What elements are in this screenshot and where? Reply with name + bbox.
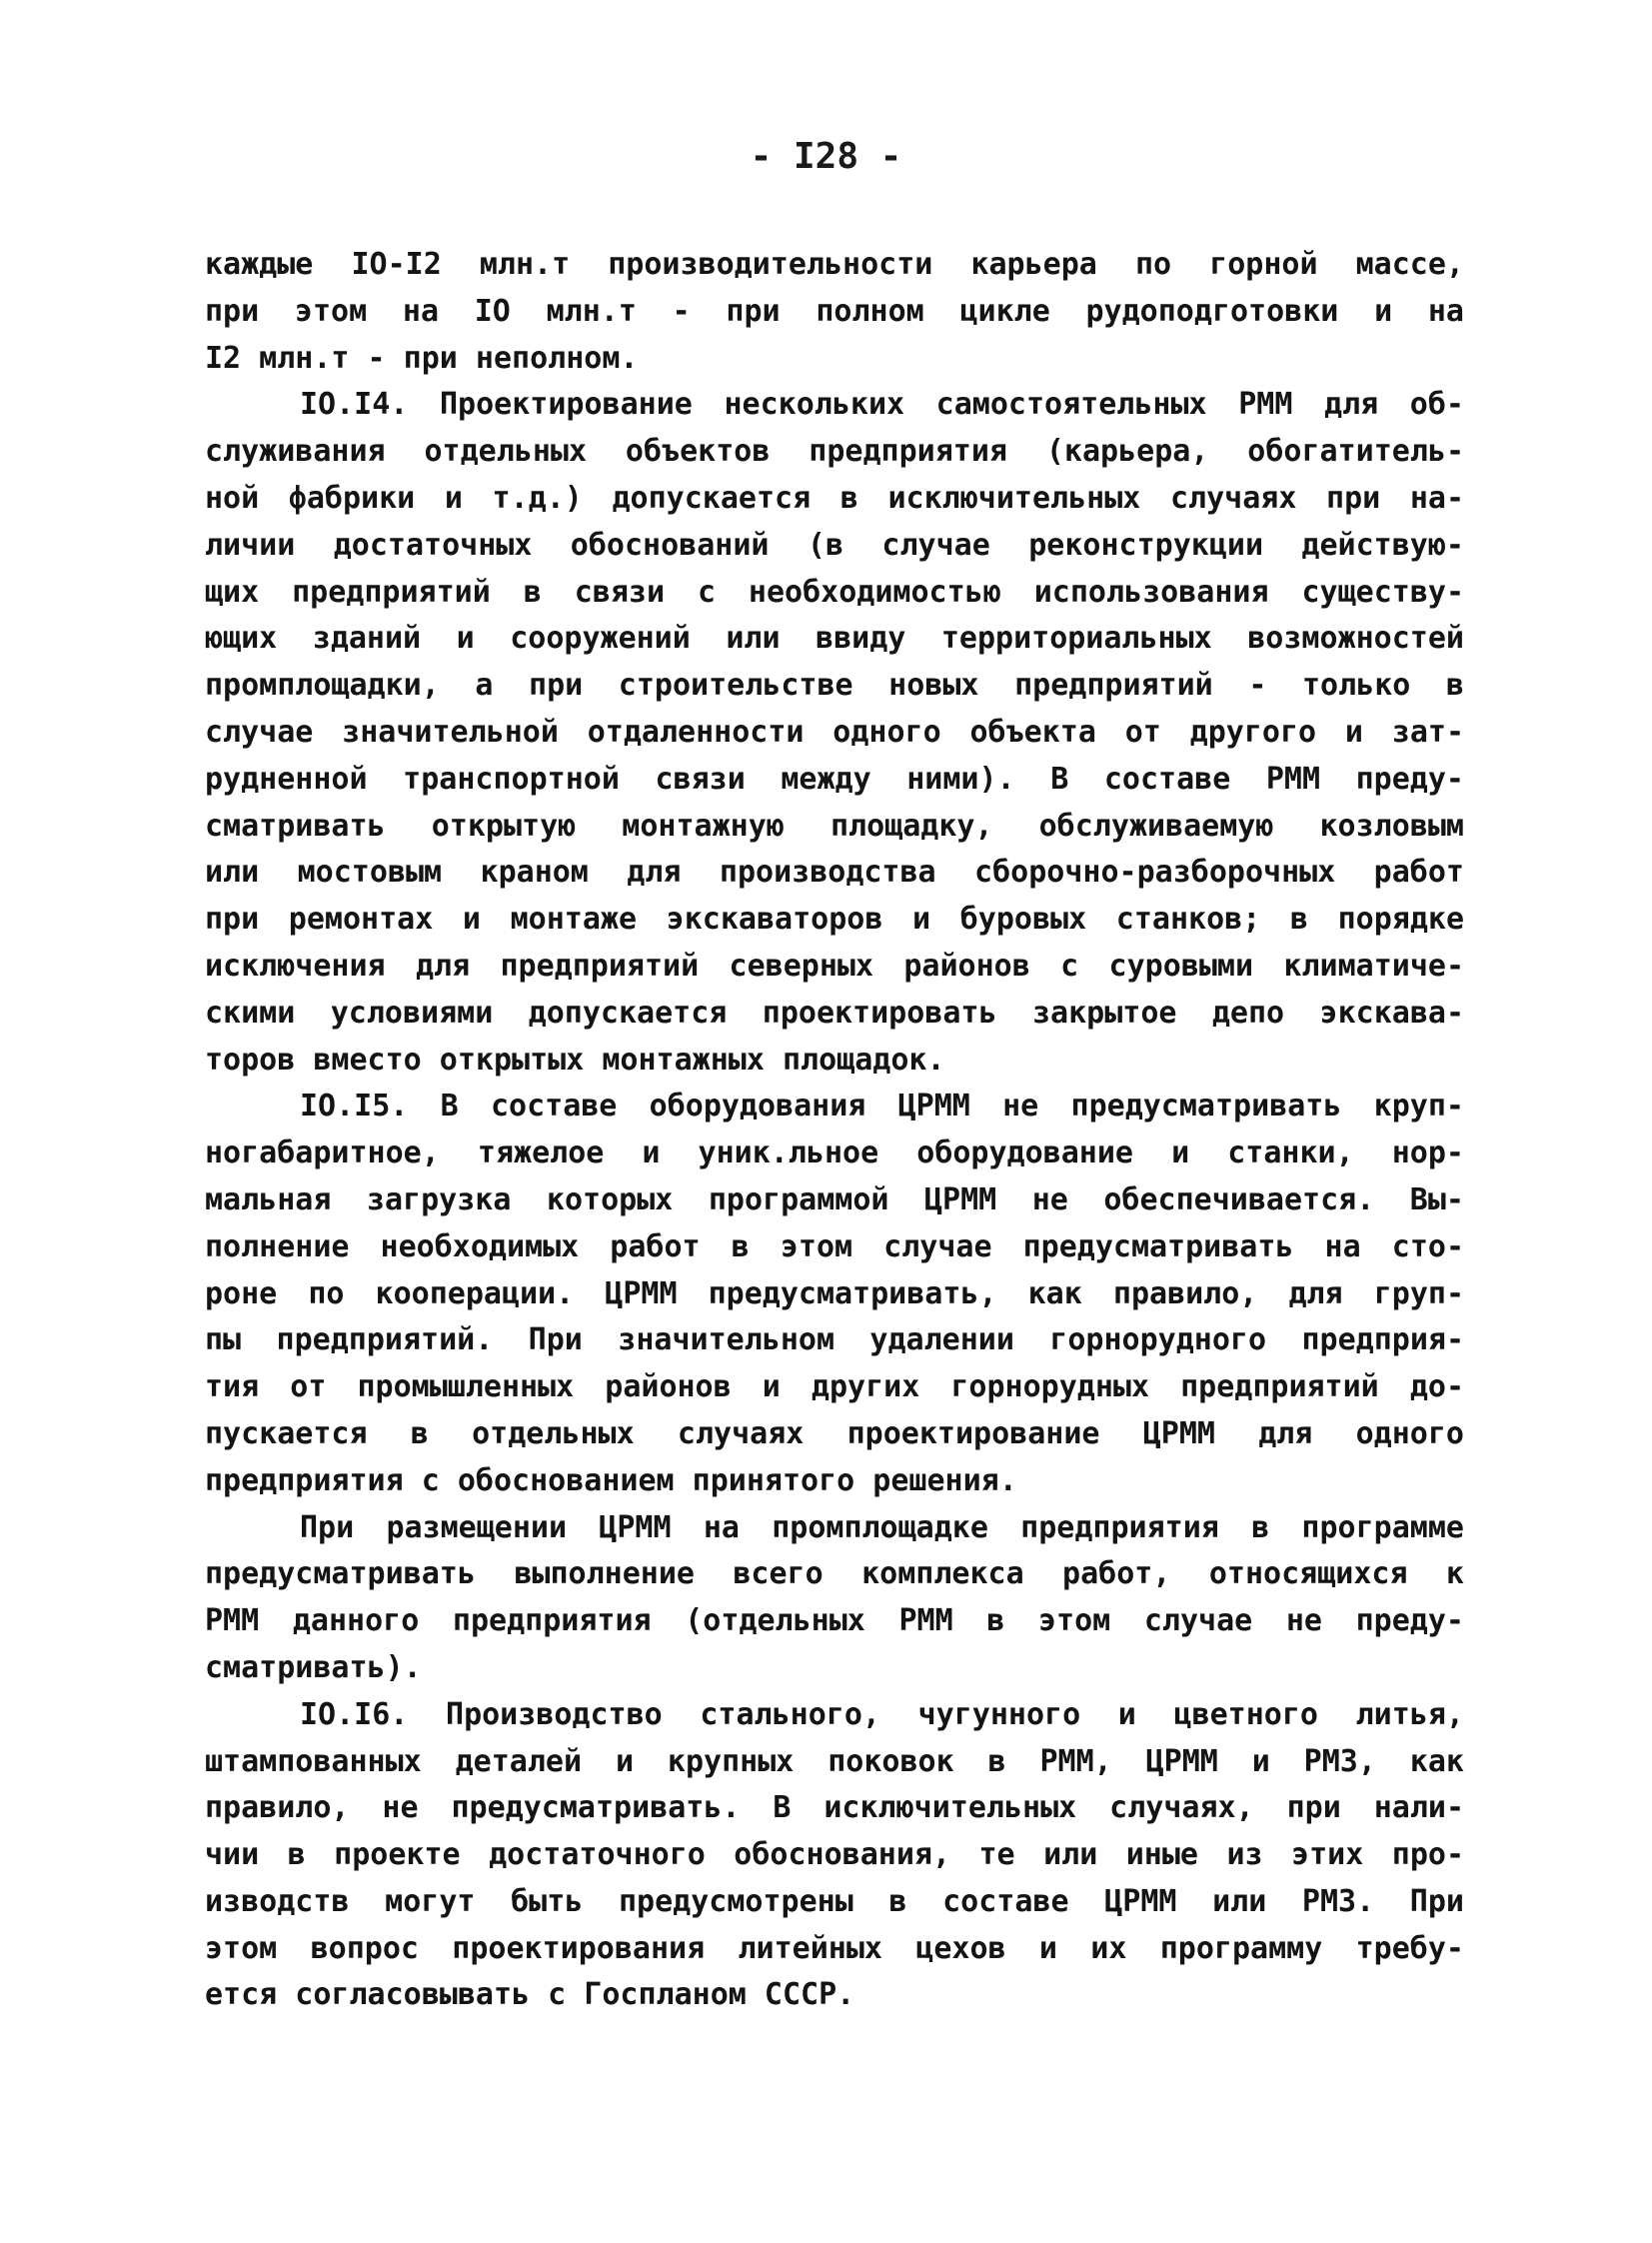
- text-line: ющих зданий и сооружений или ввиду территориальных возможностей: [205, 621, 1464, 657]
- text-line: предусматривать выполнение всего комплекса работ, относящихся к: [205, 1556, 1464, 1592]
- text-line: ногабаритное, тяжелое и уник.льное оборудование и станки, нор-: [205, 1135, 1464, 1171]
- text-line: исключения для предприятий северных районов с суровыми климатиче-: [205, 948, 1464, 984]
- text-line: мальная загрузка которых программой ЦРММ не обеспечивается. Вы-: [205, 1181, 1464, 1217]
- text-line: случае значительной отдаленности одного объекта от другого и зат-: [205, 714, 1464, 750]
- text-line: или мостовым краном для производства сборочно-разборочных работ: [205, 855, 1464, 891]
- text-line: каждые IO-I2 млн.т производительности карьера по горной массе,: [205, 247, 1464, 282]
- text-line: чии в проекте достаточного обоснования, те или иные из этих про-: [205, 1837, 1464, 1873]
- text-line: роне по кооперации. ЦРММ предусматривать, как правило, для груп-: [205, 1275, 1464, 1311]
- text-line: I2 млн.т - при неполном.: [205, 340, 639, 376]
- text-line: сматривать открытую монтажную площадку, обслуживаемую козловым: [205, 808, 1464, 844]
- text-line: личии достаточных обоснований (в случае реконструкции действую-: [205, 527, 1464, 563]
- text-line: скими условиями допускается проектировать закрытое депо экскава-: [205, 995, 1464, 1031]
- text-line: этом вопрос проектирования литейных цехов и их программу требу-: [205, 1930, 1464, 1966]
- paragraph-start-10-15: IO.I5. В составе оборудования ЦРММ не предусматривать круп-: [300, 1089, 1464, 1124]
- text-line: промплощадки, а при строительстве новых предприятий - только в: [205, 668, 1464, 704]
- text-line: торов вместо открытых монтажных площадок.: [205, 1042, 945, 1078]
- text-line: полнение необходимых работ в этом случае предусматривать на сто-: [205, 1228, 1464, 1264]
- paragraph-start-10-14: IO.I4. Проектирование нескольких самостоятельных РММ для об-: [300, 387, 1464, 423]
- text-line: правило, не предусматривать. В исключительных случаях, при нали-: [205, 1790, 1464, 1826]
- text-line: РММ данного предприятия (отдельных РММ в этом случае не преду-: [205, 1603, 1464, 1639]
- text-line: при этом на IO млн.т - при полном цикле рудоподготовки и на: [205, 293, 1464, 329]
- page-number: - I28 -: [750, 136, 902, 177]
- text-line: при ремонтах и монтаже экскаваторов и буровых станков; в порядке: [205, 902, 1464, 938]
- paragraph-start-placement: При размещении ЦРММ на промплощадке предприятия в программе: [300, 1509, 1464, 1545]
- text-line: предприятия с обоснованием принятого решения.: [205, 1462, 1017, 1498]
- text-line: ется согласовывать с Госпланом СССР.: [205, 1977, 855, 2013]
- text-line: ной фабрики и т.д.) допускается в исключительных случаях при на-: [205, 480, 1464, 516]
- text-line: рудненной транспортной связи между ними). В составе РММ преду-: [205, 761, 1464, 797]
- text-line: тия от промышленных районов и других горнорудных предприятий до-: [205, 1369, 1464, 1405]
- text-line: пы предприятий. При значительном удалении горнорудного предприя-: [205, 1322, 1464, 1358]
- paragraph-start-10-16: IO.I6. Производство стального, чугунного и цветного литья,: [300, 1696, 1464, 1732]
- text-line: служивания отдельных объектов предприятия (карьера, обогатитель-: [205, 434, 1464, 470]
- text-line: сматривать).: [205, 1649, 422, 1685]
- text-line: штампованных деталей и крупных поковок в РММ, ЦРММ и РМЗ, как: [205, 1743, 1464, 1779]
- text-line: изводств могут быть предусмотрены в составе ЦРММ или РМЗ. При: [205, 1883, 1464, 1919]
- body-text: [205, 242, 1464, 2019]
- text-line: щих предприятий в связи с необходимостью использования существу-: [205, 574, 1464, 610]
- text-line: пускается в отдельных случаях проектирование ЦРММ для одного: [205, 1415, 1464, 1451]
